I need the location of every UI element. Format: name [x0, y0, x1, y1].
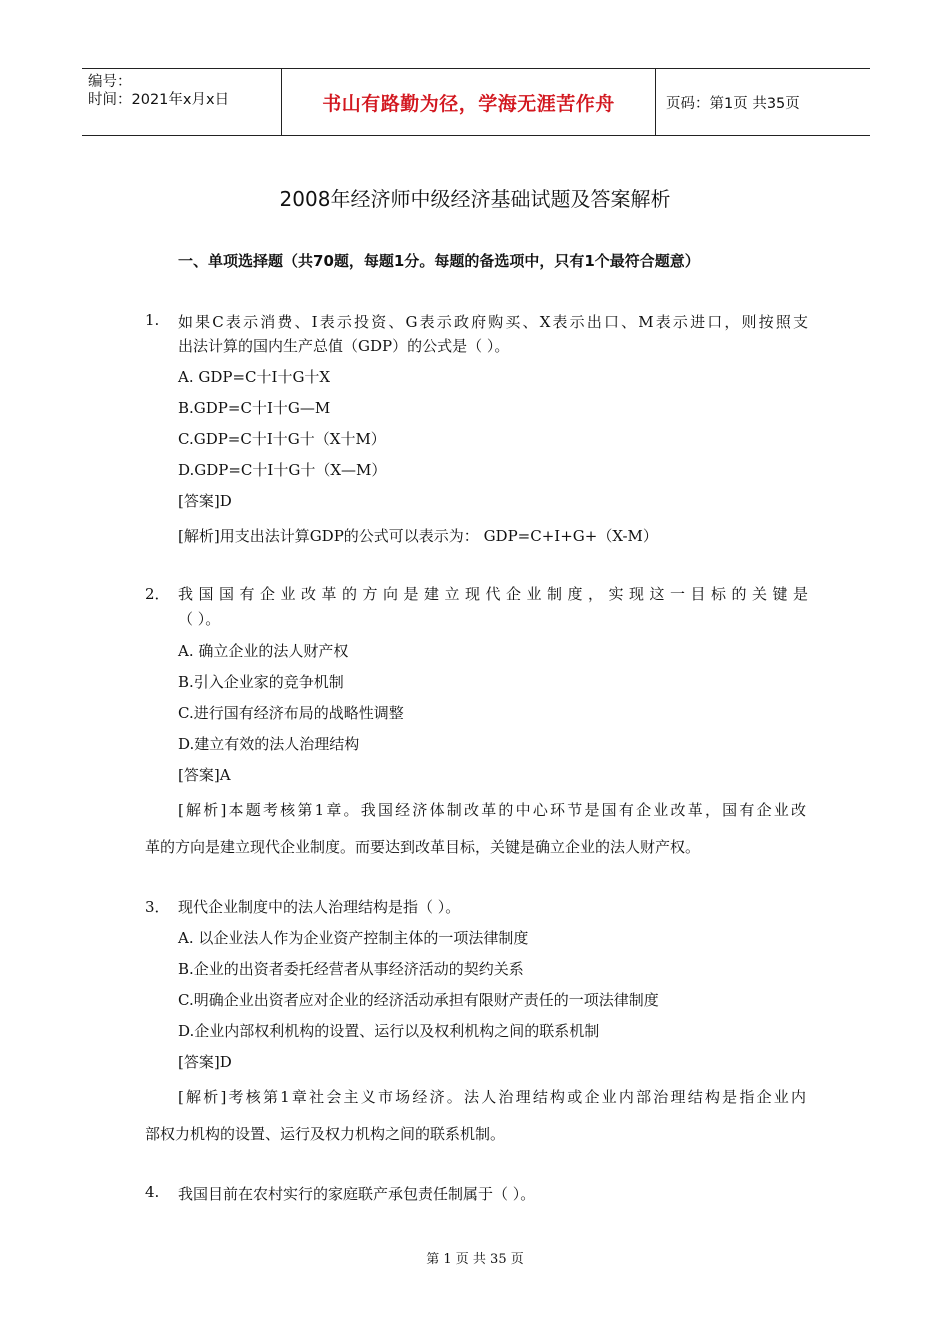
header-info: [82, 69, 281, 135]
answer: [答案]D: [178, 492, 232, 510]
page-header: [82, 68, 870, 136]
analysis: 部权力机构的设置、运行及权力机构之间的联系机制。: [145, 1125, 506, 1143]
header-motto: 书山有路勤为径，学海无涯苦作舟: [281, 69, 656, 135]
option-c: C.进行国有经济布局的战略性调整: [178, 704, 404, 722]
question-stem: （ ）。: [178, 610, 221, 628]
analysis: [解析]本题考核第1章。我国经济体制改革的中心环节是国有企业改革，国有企业改: [178, 801, 806, 819]
option-d: D.GDP=C十I十G十（X—M）: [178, 461, 387, 479]
page-footer: 第 1 页 共 35 页: [426, 1252, 524, 1267]
question-stem: 我国国有企业改革的方向是建立现代企业制度，实现这一目标的关键是: [178, 585, 808, 603]
answer: [答案]D: [178, 1053, 232, 1071]
question-number: 4.: [145, 1183, 160, 1201]
answer: [答案]A: [178, 766, 231, 784]
option-c: C.GDP=C十I十G十（X十M）: [178, 430, 386, 448]
document-title: 2008年经济师中级经济基础试题及答案解析: [279, 187, 671, 211]
option-c: C.明确企业出资者应对企业的经济活动承担有限财产责任的一项法律制度: [178, 991, 659, 1009]
header-page-label: 页码：第1页 共35页: [666, 95, 800, 112]
serial-label: 编号：: [88, 74, 132, 90]
question-stem: 出法计算的国内生产总值（GDP）的公式是（ ）。: [178, 337, 510, 355]
option-a: A. 确立企业的法人财产权: [178, 642, 349, 660]
section-heading: 一、单项选择题（共70题，每题1分。每题的备选项中，只有1个最符合题意）: [178, 252, 700, 270]
analysis: 革的方向是建立现代企业制度。而要达到改革目标，关键是确立企业的法人财产权。: [145, 838, 701, 856]
question-number: 1.: [145, 311, 160, 329]
option-d: D.企业内部权利机构的设置、运行以及权利机构之间的联系机制: [178, 1022, 600, 1040]
analysis: [解析]用支出法计算GDP的公式可以表示为： GDP=C+I+G+（X-M）: [178, 527, 658, 545]
time-label: 时间：2021年x月x日: [88, 92, 230, 108]
question-stem: 我国目前在农村实行的家庭联产承包责任制属于（ ）。: [178, 1185, 536, 1203]
option-b: B.引入企业家的竞争机制: [178, 673, 344, 691]
question-number: 2．: [145, 585, 170, 603]
option-a: A. 以企业法人作为企业资产控制主体的一项法律制度: [178, 929, 529, 947]
option-d: D.建立有效的法人治理结构: [178, 735, 360, 753]
question-number: 3．: [145, 898, 170, 916]
option-b: B.GDP=C十I十G—M: [178, 399, 331, 417]
question-stem: 现代企业制度中的法人治理结构是指（ ）。: [178, 898, 461, 916]
option-a: A. GDP=C十I十G十X: [178, 368, 331, 386]
question-stem: 如果C表示消费、I表示投资、G表示政府购买、X表示出口、M表示进口，则按照支: [178, 313, 808, 331]
analysis: [解析]考核第1章社会主义市场经济。法人治理结构或企业内部治理结构是指企业内: [178, 1088, 806, 1106]
option-b: B.企业的出资者委托经营者从事经济活动的契约关系: [178, 960, 524, 978]
